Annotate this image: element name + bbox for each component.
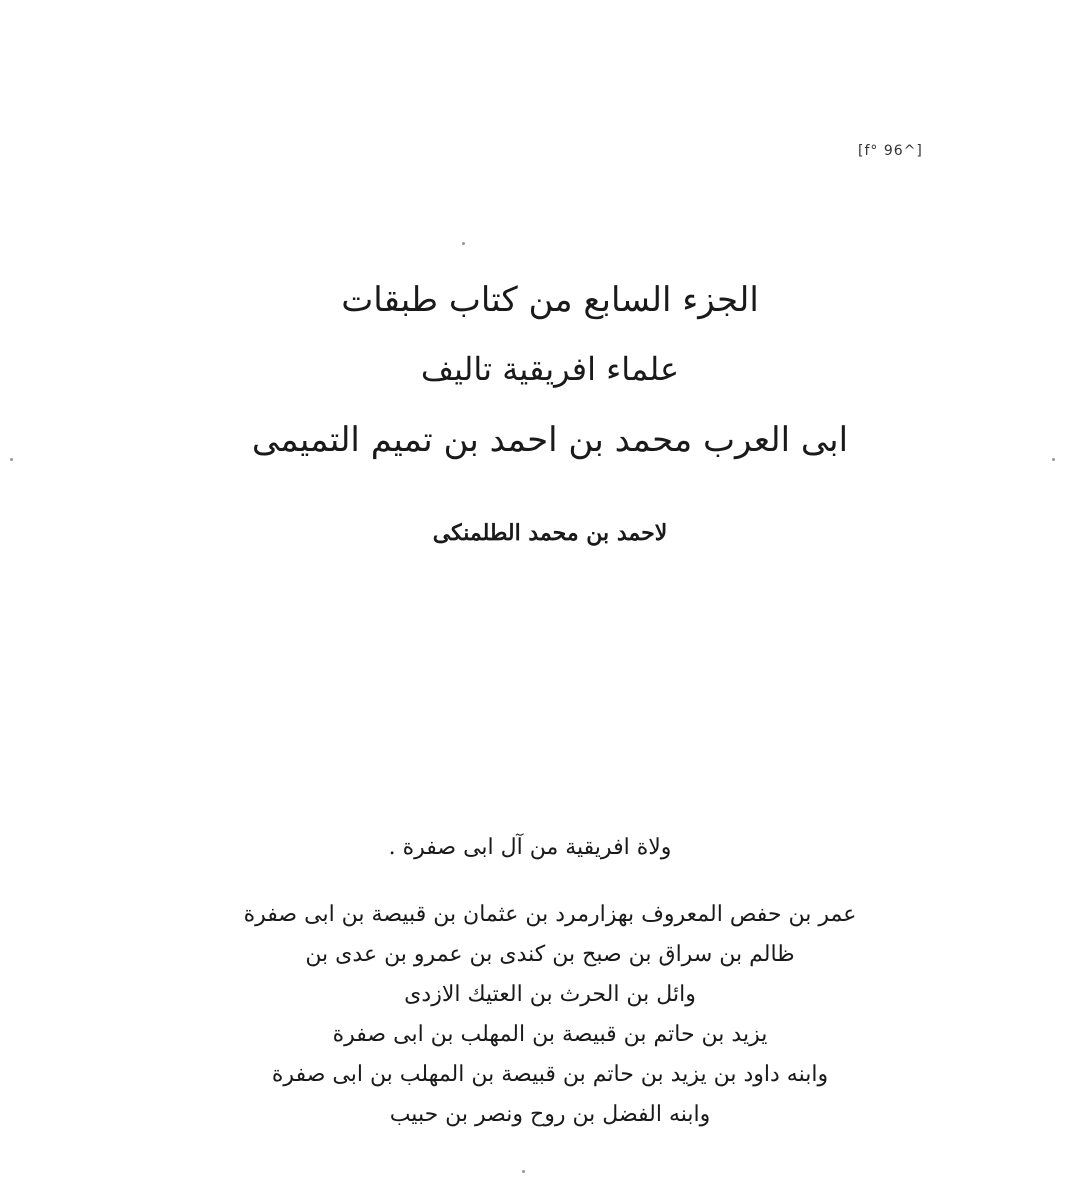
- text-line: وائل بن الحرث بن العتيك الازدى: [404, 982, 696, 1007]
- section-heading: ولاة افريقية من آل ابى صفرة .: [388, 835, 672, 860]
- folio-number: [f° 96^]: [858, 143, 923, 159]
- text-line: ظالم بن سراق بن صبح بن كندى بن عمرو بن عدى بن: [305, 942, 795, 967]
- text-line: يزيد بن حاتم بن قبيصة بن المهلب بن ابى صفرة: [332, 1022, 768, 1047]
- text-line: وابنه الفضل بن روح ونصر بن حبيب: [389, 1102, 711, 1127]
- title-line-3: ابى العرب محمد بن احمد بن تميم التميمى: [251, 420, 849, 460]
- scan-speck: [10, 458, 13, 461]
- scan-speck: [462, 242, 465, 245]
- scan-speck: [1052, 458, 1055, 461]
- title-line-1: الجزء السابع من كتاب طبقات: [341, 280, 759, 320]
- author-line: لاحمد بن محمد الطلمنكى: [432, 520, 668, 546]
- text-line: وابنه داود بن يزيد بن حاتم بن قبيصة بن المهلب بن ابى صفرة: [271, 1062, 829, 1087]
- text-body: [150, 895, 950, 1135]
- title-line-2: علماء افريقية تاليف: [420, 350, 680, 388]
- scan-speck: [522, 1170, 525, 1173]
- text-line: عمر بن حفص المعروف بهزارمرد بن عثمان بن قبيصة بن ابى صفرة: [243, 902, 857, 927]
